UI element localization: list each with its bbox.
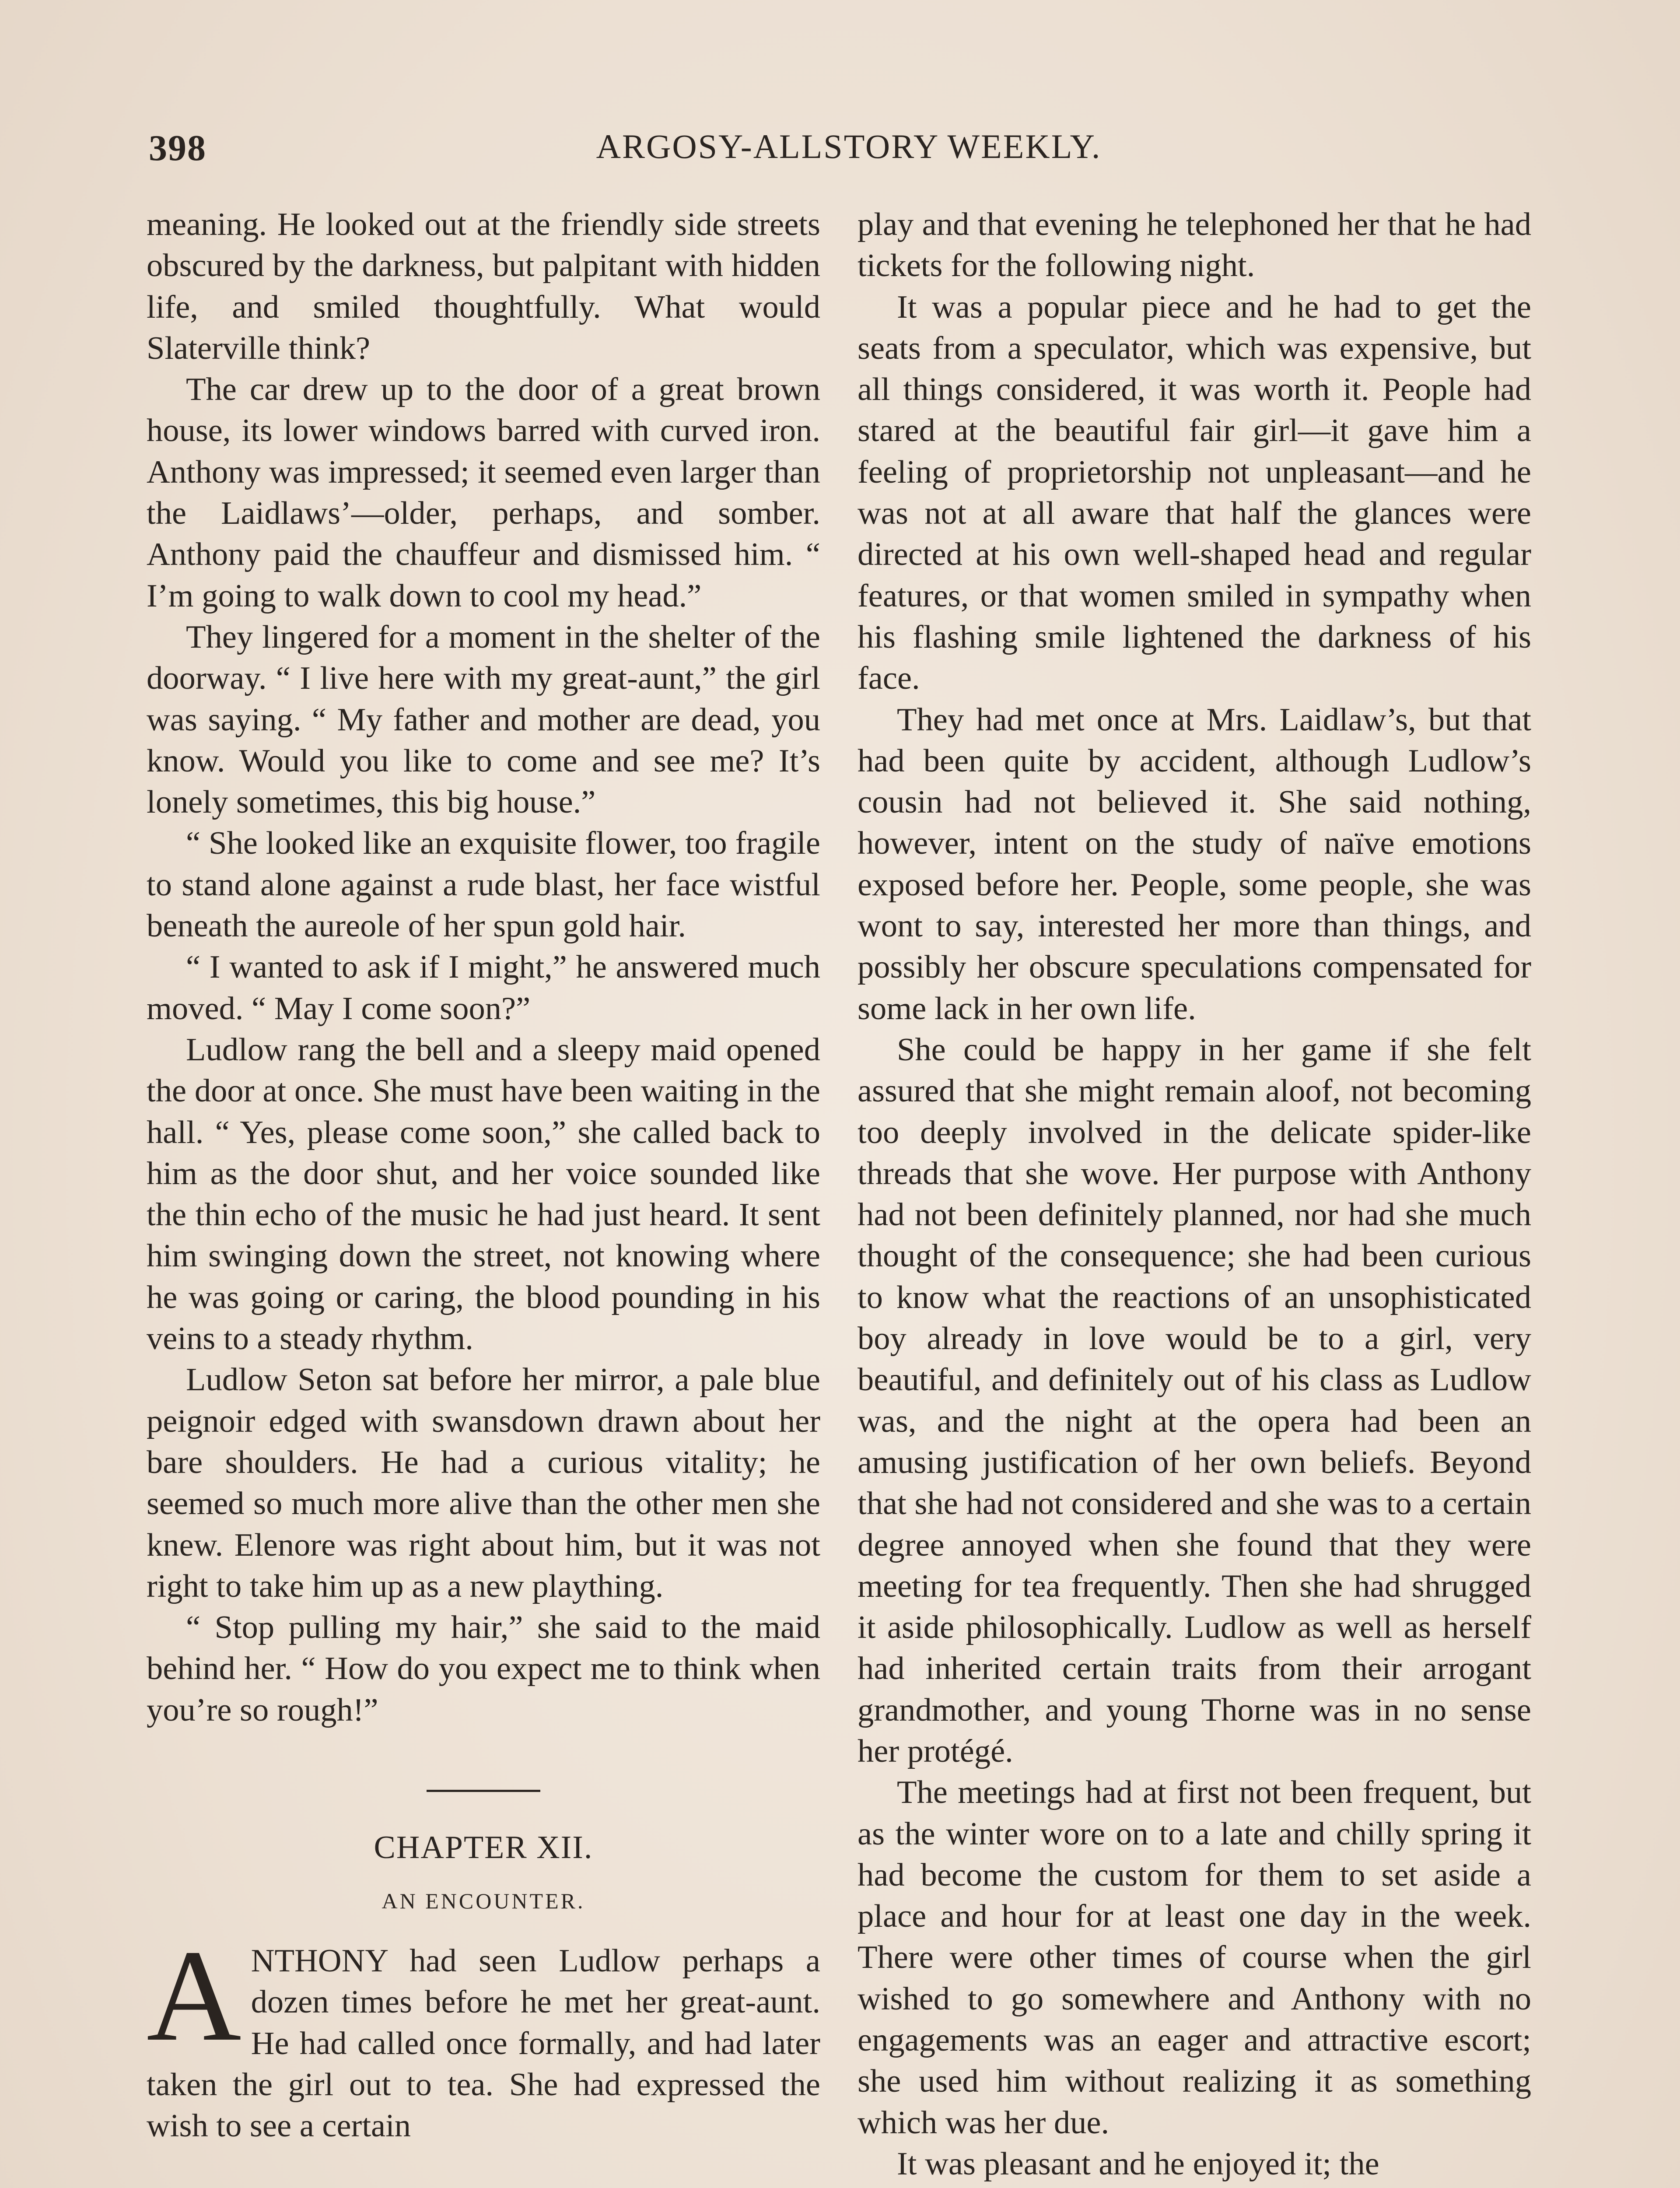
page-number: 398 xyxy=(149,128,206,168)
paragraph: Ludlow rang the bell and a sleepy maid opened the door at once. She must have been waiting in the hall. “ Yes, please come soon,” she called back to him as the door shut, and her voice sounded like the thin echo of the music he had just heard. It sent him swinging down the street, not knowing where he was going or caring, the blood pounding in his veins to a steady rhythm. xyxy=(147,1031,820,1357)
paragraph: The meetings had at first not been frequent, but as the winter wore on to a late and chilly spring it had become the custom for them to set aside a place and hour for at least one day in the week. There were other times of course when the girl wished to go somewhere and Anthony with no engagements was an eager and attractive escort; she used him without realizing it as something which was her due. xyxy=(858,1774,1531,2141)
chapter-subtitle: AN ENCOUNTER. xyxy=(382,1888,585,1913)
drop-cap: A xyxy=(147,1922,242,2068)
paragraph: They had met once at Mrs. Laidlaw’s, but that had been quite by accident, although Ludlow’s cousin had not believed it. She said nothing, however, intent on the study of naïve emotions exposed before her. People, some people, she was wont to say, interested her more than things, and possibly her obscure speculations compensated for some lack in her own life. xyxy=(858,701,1531,1027)
paragraph: The car drew up to the door of a great brown house, its lower windows barred with curved iron. Anthony was impressed; it seemed even larger than the Laidlaws’—older, perhaps, and somber. Anthony paid the chauffeur and dismissed him. “ I’m going to walk down to cool my head.” xyxy=(147,372,820,614)
paragraph: “ I wanted to ask if I might,” he answered much moved. “ May I come soon?” xyxy=(147,949,820,1027)
left-column xyxy=(147,204,820,2146)
page-header xyxy=(149,127,1549,175)
paragraph: She could be happy in her game if she felt assured that she might remain aloof, not becoming too deeply involved in the delicate spider-like threads that she wove. Her purpose with Anthony had not been definitely planned, nor had she much thought of the consequence; she had been curious to know what the reactions of an unsophisticated boy already in love would be to a girl, very beautiful, and definitely out of his class as Ludlow was, and the night at the opera had been an amusing justification of her own beliefs. Beyond that she had not considered and she was to a certain degree annoyed when she found that they were meeting for tea frequently. Then she had shrugged it aside philosophically. Ludlow as well as herself had inherited certain traits from their arrogant grandmother, and young Thorne was in no sense her protégé. xyxy=(858,1031,1531,1769)
paragraph: It was pleasant and he enjoyed it; the xyxy=(897,2146,1379,2182)
paragraph: meaning. He looked out at the friendly side streets obscured by the darkness, but palpitant with hidden life, and smiled thoughtfully. What would Slaterville think? xyxy=(147,207,820,366)
paragraph: They lingered for a moment in the shelter of the doorway. “ I live here with my great-aunt,” the girl was saying. “ My father and mother are dead, you know. Would you like to come and see me? It’s lonely sometimes, this big house.” xyxy=(147,619,820,820)
section-divider xyxy=(427,1790,540,1792)
paragraph: play and that evening he telephoned her that he had tickets for the following night. xyxy=(858,207,1531,284)
chapter-title: CHAPTER XII. xyxy=(374,1829,593,1865)
paragraph: Ludlow Seton sat before her mirror, a pale blue peignoir edged with swansdown drawn about her bare shoulders. He had a curious vitality; he seemed so much more alive than the other men she knew. Elenore was right about him, but it was not right to take him up as a new plaything. xyxy=(147,1362,820,1604)
paragraph: “ Stop pulling my hair,” she said to the maid behind her. “ How do you expect me to think when you’re so rough!” xyxy=(147,1609,820,1728)
running-head: ARGOSY-ALLSTORY WEEKLY. xyxy=(596,127,1102,165)
chapter-opening-text: NTHONY had seen Ludlow perhaps a dozen times before he met her great-aunt. He had called once formally, and had later taken the girl out to tea. She had expressed the wish to see a certain xyxy=(147,1943,820,2144)
right-column xyxy=(858,204,1531,2184)
paragraph: It was a popular piece and he had to get the seats from a speculator, which was expensive, but all things considered, it was worth it. People had stared at the beautiful fair girl—it gave him a feeling of proprietorship not unpleasant—and he was not at all aware that half the glances were directed at his own well-shaped head and regular features, or that women smiled in sympathy when his flashing smile lightened the darkness of his face. xyxy=(858,289,1531,697)
paragraph: “ She looked like an exquisite flower, too fragile to stand alone against a rude blast, her face wistful beneath the aureole of her spun gold hair. xyxy=(147,825,820,944)
chapter-opening-paragraph xyxy=(147,1922,820,2146)
